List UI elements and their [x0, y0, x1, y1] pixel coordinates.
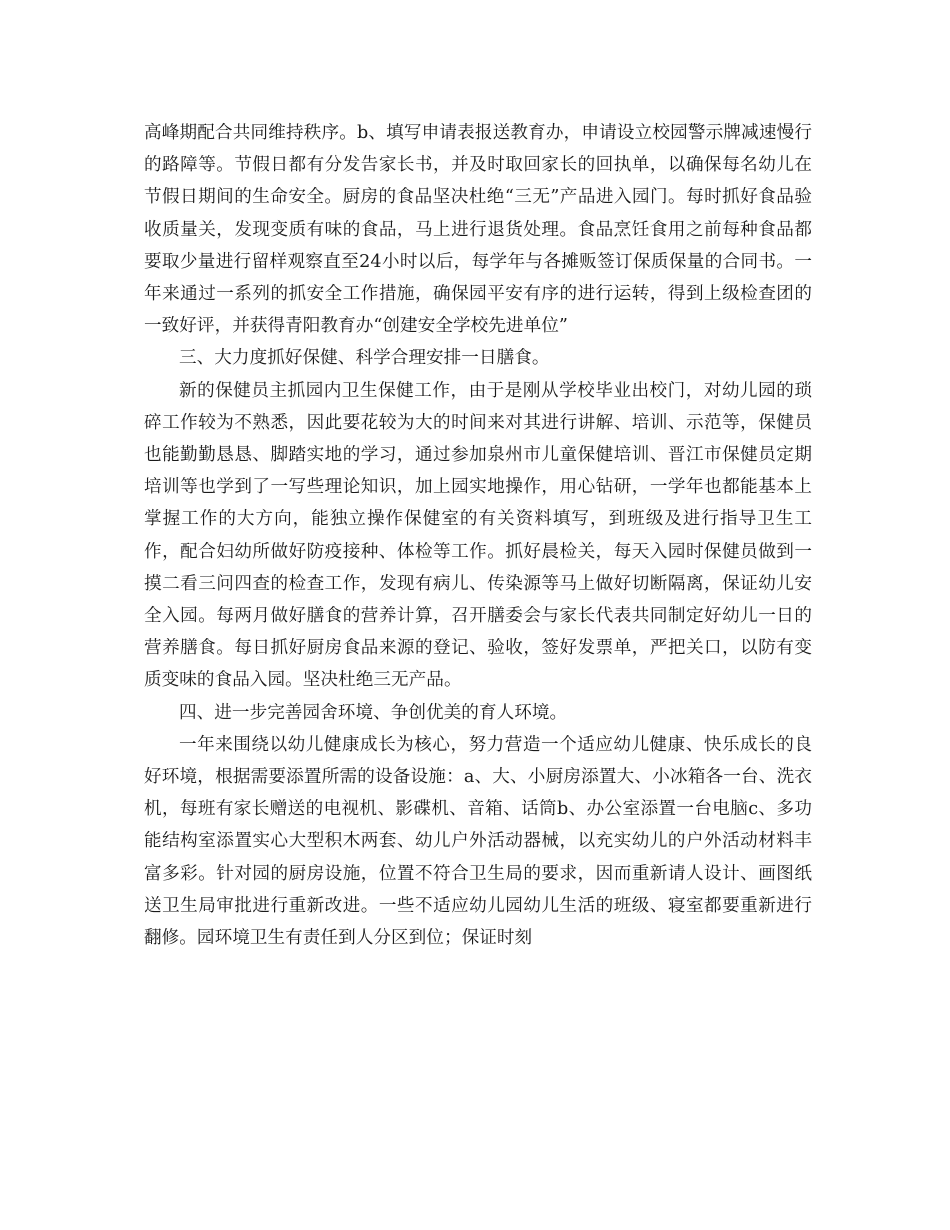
paragraph-health-care: 新的保健员主抓园内卫生保健工作，由于是刚从学校毕业出校门，对幼儿园的琐碎工作较为不熟悉，因此要花较为大的时间来对其进行讲解、培训、示范等，保健员也能勤勤恳恳、脚踏实地的学习，通过参加泉州市儿童保健培训、晋江市保健员定期培训等也学到了一写些理论知识，加上园实地操作，用心钻研，一学年也都能基本上掌握工作的大方向，能独立操作保健室的有关资料填写，到班级及进行指导卫生工作，配合妇幼所做好防疫接种、体检等工作。抓好晨检关，每天入园时保健员做到一摸二看三问四查的检查工作，发现有病儿、传染源等马上做好切断隔离，保证幼儿安全入园。每两月做好膳食的营养计算，召开膳委会与家长代表共同制定好幼儿一日的营养膳食。每日抓好厨房食品来源的登记、验收，签好发票单，严把关口，以防有变质变味的食品入园。坚决杜绝三无产品。	[144, 380, 812, 691]
paragraph-environment: 一年来围绕以幼儿健康成长为核心，努力营造一个适应幼儿健康、快乐成长的良好环境，根据需要添置所需的设备设施：a、大、小厨房添置大、小冰箱各一台、洗衣机，每班有家长赠送的电视机、影碟机、音箱、话筒b、办公室添置一台电脑c、多功能结构室添置实心大型积木两套、幼儿户外活动器械，以充实幼儿的户外活动材料丰富多彩。针对园的厨房设施，位置不符合卫生局的要求，因而重新请人设计、画图纸送卫生局审批进行重新改进。一些不适应幼儿园幼儿生活的班级、寝室都要重新进行翻修。园环境卫生有责任到人分区到位；保证时刻	[144, 734, 812, 949]
document-body	[144, 117, 812, 954]
section-heading-health-meals: 三、大力度抓好保健、科学合理安排一日膳食。	[179, 348, 550, 369]
paragraph-safety-continuation: 高峰期配合共同维持秩序。b、填写申请表报送教育办，申请设立校园警示牌减速慢行的路障等。节假日都有分发告家长书，并及时取回家长的回执单，以确保每名幼儿在节假日期间的生命安全。厨房的食品坚决杜绝“三无”产品进入园门。每时抓好食品验收质量关，发现变质有味的食品，马上进行退货处理。食品烹饪食用之前每种食品都要取少量进行留样观察直至24小时以后，每学年与各摊贩签订保质保量的合同书。一年来通过一系列的抓安全工作措施，确保园平安有序的进行运转，得到上级检查团的一致好评，并获得青阳教育办“创建安全学校先进单位”	[144, 123, 812, 337]
section-heading-environment: 四、进一步完善园舍环境、争创优美的育人环境。	[179, 702, 568, 723]
